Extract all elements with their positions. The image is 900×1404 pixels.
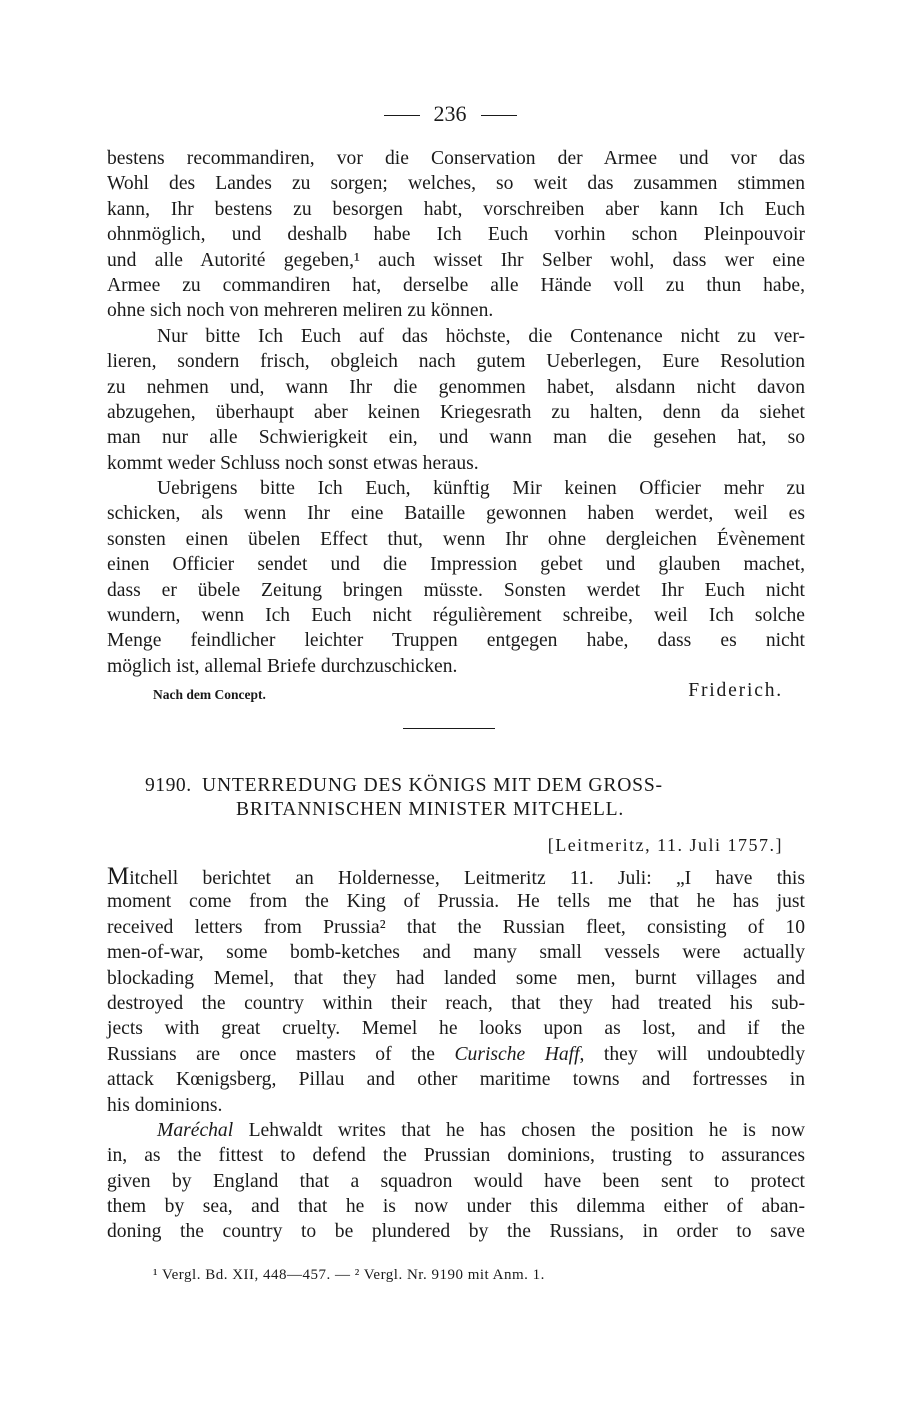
- initial-letter: M: [107, 863, 130, 890]
- letter-line: ohne sich noch von mehreren meliren zu können.: [107, 300, 494, 322]
- page-number: 236: [433, 101, 467, 126]
- italic-title: Maréchal: [157, 1119, 234, 1141]
- letter-line: Armee zu commandiren hat, derselbe alle Hände voll zu thun habe,: [107, 274, 805, 296]
- letter-line: kann, Ihr bestens zu besorgen habt, vorschreiben aber kann Ich Euch: [107, 198, 805, 220]
- footnote: ¹ Vergl. Bd. XII, 448—457. — ² Vergl. Nr. 9190 mit Anm. 1.: [153, 1267, 545, 1283]
- report-line: them by sea, and that he is now under this dilemma either of aban-: [107, 1196, 805, 1218]
- report-line: doning the country to be plundered by the Russians, in order to save: [107, 1221, 805, 1243]
- letter-line: schicken, als wenn Ihr eine Bataille gewonnen haben werdet, weil es: [107, 503, 805, 525]
- section-number: 9190.: [145, 775, 192, 796]
- report-line: destroyed the country within their reach, that they had treated his sub-: [107, 992, 805, 1014]
- signature: Friderich.: [688, 680, 783, 701]
- letter-line: man nur alle Schwierigkeit ein, und wann man die gesehen hat, so: [107, 427, 805, 449]
- report-line: men-of-war, some bomb-ketches and many small vessels were actually: [107, 942, 805, 964]
- letter-line: bestens recommandiren, vor die Conservation der Armee und vor das: [107, 148, 805, 169]
- letter-line: möglich ist, allemal Briefe durchzuschicken.: [107, 655, 458, 677]
- letter-line: zu nehmen und, wann Ihr die genommen habet, alsdann nicht davon: [107, 376, 805, 398]
- report-line: Maréchal Lehwaldt writes that he has chosen the position he is now: [157, 1119, 805, 1141]
- letter-line: kommt weder Schluss noch sonst etwas heraus.: [107, 452, 479, 474]
- dateline: [Leitmeritz, 11. Juli 1757.]: [547, 835, 783, 855]
- section-divider: [403, 728, 495, 729]
- report-line: received letters from Prussia² that the Russian fleet, consisting of 10: [107, 916, 805, 938]
- letter-line: dass er übele Zeitung bringen müsste. Sonsten werdet Ihr Euch nicht: [107, 579, 805, 601]
- closing-row: [153, 680, 783, 706]
- italic-place-name: Curische Haff: [454, 1043, 580, 1065]
- page-header: [0, 100, 900, 128]
- report-line: moment come from the King of Prussia. He tells me that he has just: [107, 891, 805, 913]
- letter-line: sonsten einen übelen Effect thut, wenn Ihr ohne dergleichen Évènement: [107, 528, 805, 550]
- report-line: Russians are once masters of the Curische Haff, they will undoubtedly: [107, 1043, 805, 1065]
- section-title-line-2: BRITANNISCHEN MINISTER MITCHELL.: [236, 799, 625, 820]
- letter-line: abzugehen, überhaupt aber keinen Kriegesrath zu halten, denn da siehet: [107, 401, 805, 423]
- report-line: Mitchell berichtet an Holdernesse, Leitmeritz 11. Juli: „I have this: [107, 863, 805, 890]
- letter-line: und alle Autorité gegeben,¹ auch wisset Ihr Selber wohl, dass wer eine: [107, 249, 805, 271]
- letter-line: lieren, sondern frisch, obgleich nach gutem Ueberlegen, Eure Resolution: [107, 351, 805, 373]
- section-title-line-1: UNTERREDUNG DES KÖNIGS MIT DEM GROSS-: [202, 775, 663, 796]
- letter-line: wundern, wenn Ich Euch nicht régulièrement schreibe, weil Ich solche: [107, 605, 805, 627]
- letter-line: einen Officier sendet und die Impression gebet und glauben machet,: [107, 554, 805, 576]
- report-line: given by England that a squadron would have been sent to protect: [107, 1170, 805, 1192]
- header-dash-left: [384, 115, 420, 116]
- report-text: [107, 864, 805, 1245]
- letter-line: Menge feindlicher leichter Truppen entgegen habe, dass es nicht: [107, 630, 805, 652]
- header-dash-right: [481, 115, 517, 116]
- letter-line: Wohl des Landes zu sorgen; welches, so weit das zusammen stimmen: [107, 173, 805, 195]
- report-line: blockading Memel, that they had landed some men, burnt villages and: [107, 967, 805, 989]
- report-line: attack Kœnigsberg, Pillau and other maritime towns and fortresses in: [107, 1069, 805, 1091]
- report-line: his dominions.: [107, 1094, 223, 1116]
- letter-text: [107, 146, 805, 679]
- letter-line: Nur bitte Ich Euch auf das höchste, die Contenance nicht zu ver-: [157, 325, 805, 347]
- report-line: jects with great cruelty. Memel he looks upon as lost, and if the: [107, 1018, 805, 1040]
- letter-line: Uebrigens bitte Ich Euch, künftig Mir keinen Officier mehr zu: [157, 478, 805, 500]
- source-note: Nach dem Concept.: [153, 687, 266, 702]
- report-line: in, as the fittest to defend the Prussian dominions, trusting to assurances: [107, 1145, 805, 1167]
- letter-line: ohnmöglich, und deshalb habe Ich Euch vorhin schon Pleinpouvoir: [107, 224, 805, 246]
